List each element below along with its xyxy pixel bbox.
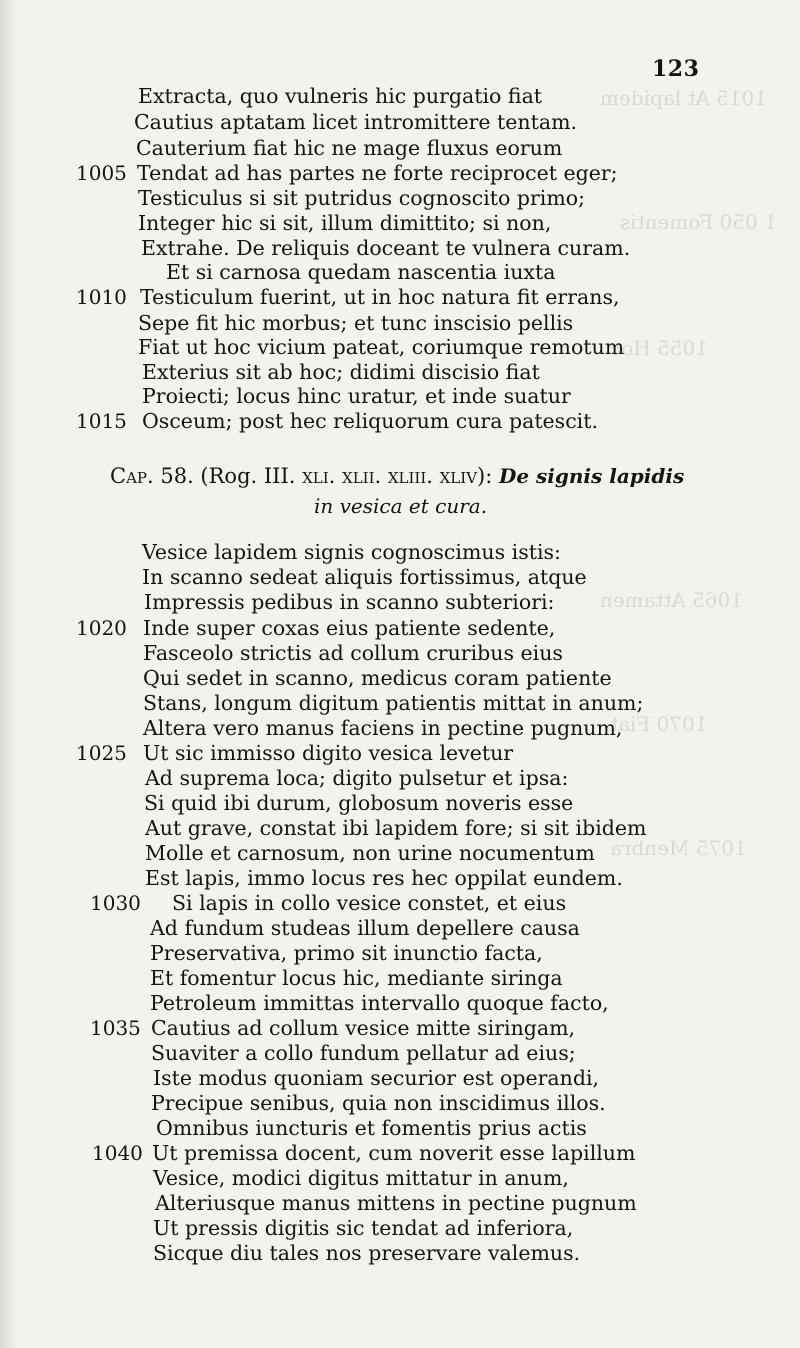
verse-line: Sepe fit hic morbus; et tunc inscisio pellis [138,311,574,335]
verse-line: Osceum; post hec reliquorum cura patescit. [142,409,598,433]
chapter-title: De signis lapidis [498,464,685,488]
verse-line: Fiat ut hoc vicium pateat, coriumque remotum [138,335,625,359]
verse-line: Cauterium fiat hic ne mage fluxus eorum [136,136,563,160]
verse-line: Vesice lapidem signis cognoscimus istis: [142,540,561,564]
verse-line: Extrahe. De reliquis doceant te vulnera curam. [141,236,631,260]
line-number: 1040 [92,1141,143,1165]
verse-line: Preservativa, primo sit inunctio facta, [150,941,543,965]
verse-line: Qui sedet in scanno, medicus coram patiente [143,666,612,690]
line-number: 1035 [90,1016,141,1040]
bleed-through: 1015 At lapidem [600,86,767,110]
verse-line: Stans, longum digitum patientis mittat in anum; [143,691,644,715]
bleed-through: 1075 Menbra [610,836,747,860]
verse-line: Ad fundum studeas illum depellere causa [150,916,580,940]
verse-line: Sicque diu tales nos preservare valemus. [153,1241,581,1265]
bleed-through: 1 050 Fomentis [620,210,777,234]
verse-line: Tendat ad has partes ne forte reciprocet eger; [137,161,618,185]
verse-line: Ut sic immisso digito vesica levetur [143,741,514,765]
verse-line: Iste modus quoniam securior est operandi, [153,1066,600,1090]
verse-line: Alteriusque manus mittens in pectine pugnum [155,1191,637,1215]
verse-line: Est lapis, immo locus res hec oppilat eundem. [145,866,623,890]
verse-line: Ut premissa docent, cum noverit esse lapillum [152,1141,636,1165]
bleed-through: 1065 Attamen [600,588,744,612]
verse-line: Omnibus iuncturis et fomentis prius actis [156,1116,587,1140]
verse-line: Cautius aptatam licet intromittere tentam. [134,110,578,134]
verse-line: Proiecti; locus hinc uratur, et inde suatur [142,384,571,408]
verse-line: Molle et carnosum, non urine nocumentum [145,841,595,865]
line-number: 1005 [76,161,127,185]
verse-line: Inde super coxas eius patiente sedente, [143,616,556,640]
line-number: 1030 [90,891,141,915]
verse-line: Testiculus si sit putridus cognoscito primo; [138,186,586,210]
page-number: 123 [652,56,700,82]
chapter-number: . 58. (Rog. III [147,464,289,488]
verse-line: Suaviter a collo fundum pellatur ad eius; [151,1041,576,1065]
verse-line: Petroleum immittas intervallo quoque facto, [150,991,609,1015]
chapter-refs: . xli. xlii. xliii. xliv): [288,464,493,488]
verse-line: Aut grave, constat ibi lapidem fore; si sit ibidem [145,816,647,840]
verse-line: Si lapis in collo vesice constet, et eius [172,891,567,915]
chapter-cap: Cap [110,464,147,488]
bleed-through: 1055 Hoc [610,336,708,360]
verse-line: Et si carnosa quedam nascentia iuxta [166,260,556,284]
line-number: 1010 [76,285,127,309]
verse-line: Fasceolo strictis ad collum cruribus eius [143,641,563,665]
verse-line: In scanno sedeat aliquis fortissimus, atque [142,565,587,589]
verse-line: Cautius ad collum vesice mitte siringam, [151,1016,576,1040]
chapter-heading [110,464,684,488]
verse-line: Integer hic si sit, illum dimittito; si non, [138,211,552,235]
verse-line: Precipue senibus, quia non inscidimus illos. [151,1091,606,1115]
chapter-subtitle: in vesica et cura. [314,494,488,518]
verse-line: Extracta, quo vulneris hic purgatio fiat [138,84,543,108]
verse-line: Ad suprema loca; digito pulsetur et ipsa: [145,766,569,790]
verse-line: Altera vero manus faciens in pectine pugnum, [143,716,623,740]
line-number: 1015 [76,409,127,433]
verse-line: Ut pressis digitis sic tendat ad inferiora, [153,1216,574,1240]
verse-line: Impressis pedibus in scanno subteriori: [144,590,555,614]
line-number: 1025 [76,741,127,765]
verse-line: Testiculum fuerint, ut in hoc natura fit errans, [140,285,620,309]
verse-line: Si quid ibi durum, globosum noveris esse [144,791,574,815]
verse-line: Et fomentur locus hic, mediante siringa [150,966,563,990]
bleed-through: 1070 Fiat [610,712,708,736]
verse-line: Exterius sit ab hoc; didimi discisio fiat [142,360,540,384]
verse-line: Vesice, modici digitus mittatur in anum, [153,1166,569,1190]
line-number: 1020 [76,616,127,640]
